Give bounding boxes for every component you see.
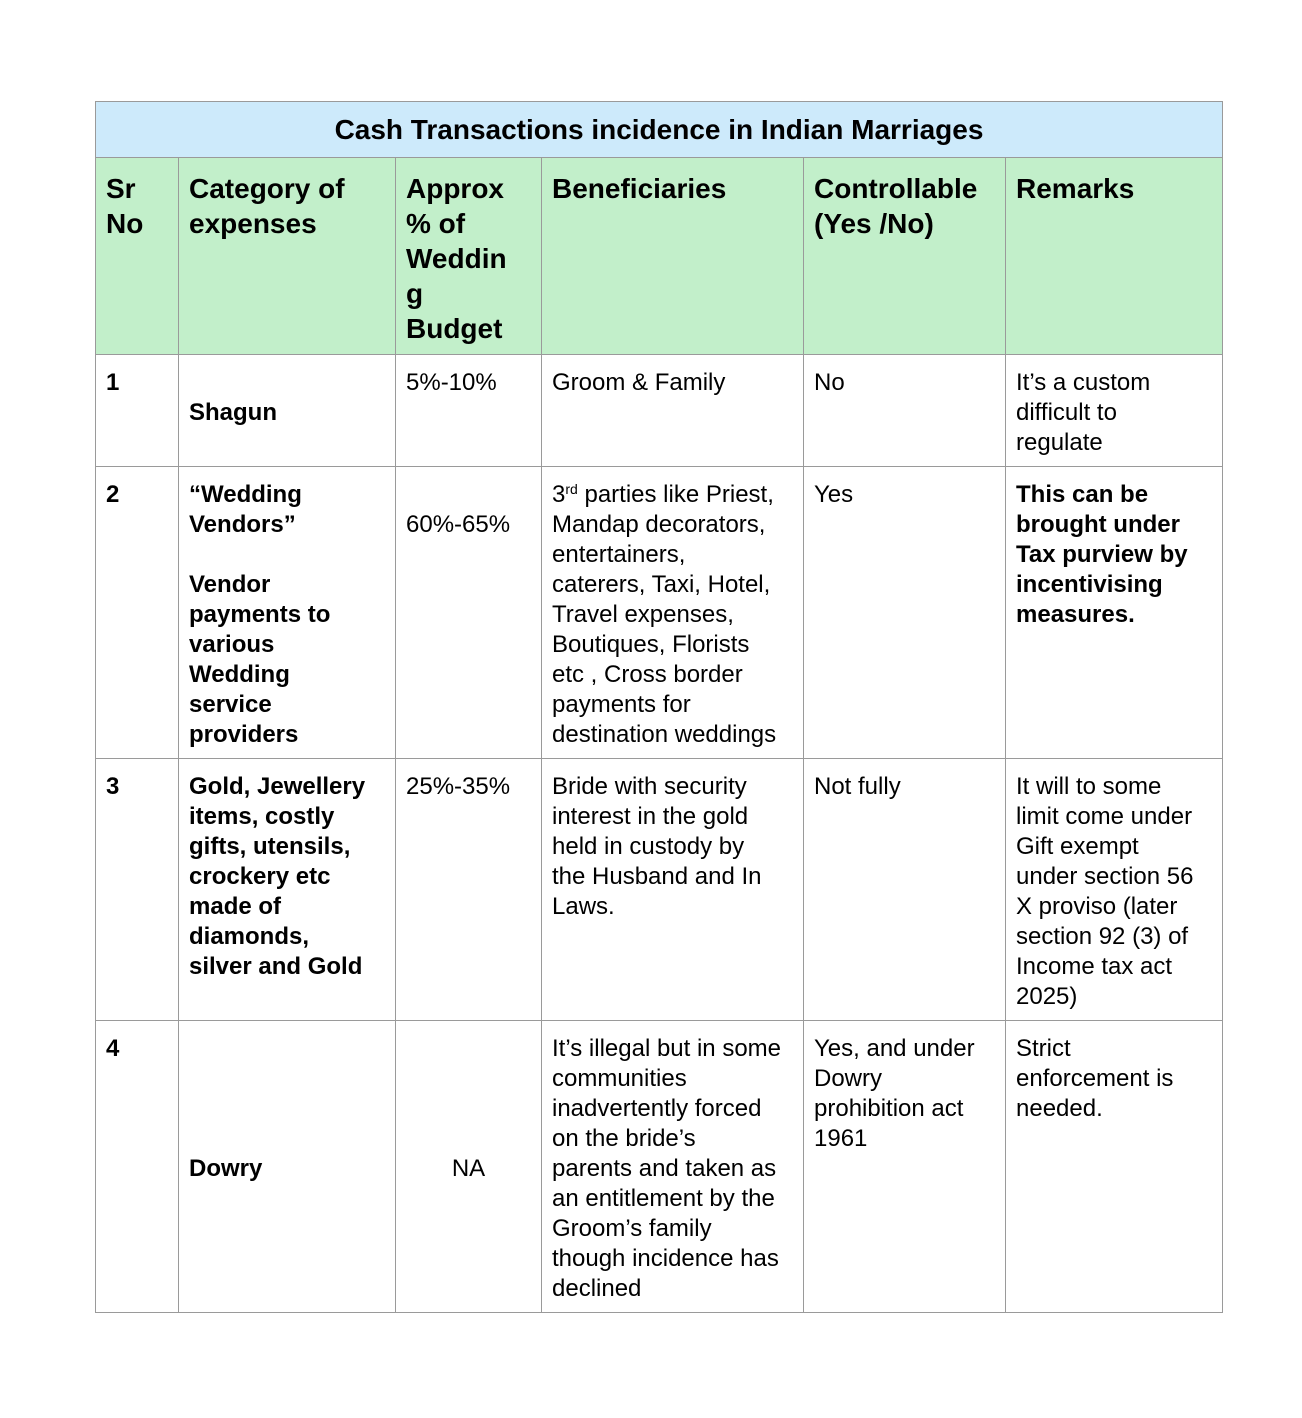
spacer (406, 1034, 531, 1064)
remarks-line: This can be (1016, 481, 1149, 508)
category-line: various (189, 631, 275, 658)
header-approx-line: g (406, 278, 424, 309)
header-controllable (804, 158, 1006, 355)
cell-sr (96, 1021, 179, 1313)
remarks-line: It will to some (1016, 773, 1162, 800)
cell-controllable (804, 467, 1006, 759)
remarks-line: regulate (1016, 429, 1103, 456)
cell-sr (96, 759, 179, 1021)
beneficiaries-line: Laws. (552, 893, 615, 920)
remarks-line: It’s a custom (1016, 369, 1151, 396)
header-approx-line: Weddin (406, 243, 507, 274)
cell-approx (396, 355, 542, 467)
cell-controllable (804, 759, 1006, 1021)
controllable-line: Dowry (814, 1065, 883, 1092)
header-controllable-line: Controllable (814, 173, 978, 204)
spacer (406, 480, 531, 510)
header-row (96, 158, 1223, 355)
remarks-line: section 92 (3) of (1016, 923, 1189, 950)
header-category-line: Category of (189, 173, 345, 204)
title-row (96, 102, 1223, 158)
cell-controllable (804, 355, 1006, 467)
header-approx-line: Budget (406, 313, 503, 344)
spacer (189, 1094, 385, 1124)
beneficiaries-line: held in custody by (552, 833, 745, 860)
beneficiaries-line: Bride with security (552, 773, 747, 800)
cell-remarks (1006, 467, 1223, 759)
header-controllable-line: (Yes /No) (814, 208, 934, 239)
category-line: service (189, 691, 272, 718)
category-line: gifts, utensils, (189, 833, 351, 860)
cell-beneficiaries (542, 759, 804, 1021)
spacer (406, 1064, 531, 1094)
beneficiaries-line: Boutiques, Florists (552, 631, 750, 658)
spacer (189, 1064, 385, 1094)
ordinal-suffix: rd (565, 481, 578, 497)
beneficiaries-line: the Husband and In (552, 863, 762, 890)
category-line: crockery etc (189, 863, 331, 890)
cell-approx (396, 1021, 542, 1313)
remarks-line: Strict (1016, 1035, 1071, 1062)
remarks-line: limit come under (1016, 803, 1193, 830)
header-sr-line: Sr (106, 173, 136, 204)
beneficiaries-line: Groom’s family (552, 1215, 712, 1242)
controllable-value: No (814, 369, 845, 396)
category-line: providers (189, 721, 299, 748)
beneficiaries-line (552, 480, 793, 510)
spacer (189, 1034, 385, 1064)
remarks-line: Tax purview by (1016, 541, 1188, 568)
header-remarks (1006, 158, 1223, 355)
approx-value: 60%-65% (406, 511, 511, 538)
beneficiaries-line: on the bride’s (552, 1125, 696, 1152)
category-line: Shagun (189, 399, 277, 426)
cell-remarks (1006, 1021, 1223, 1313)
beneficiaries-line: an entitlement by the (552, 1185, 775, 1212)
remarks-line: needed. (1016, 1095, 1103, 1122)
controllable-line: prohibition act (814, 1095, 964, 1122)
category-line: silver and Gold (189, 953, 363, 980)
remarks-line: brought under (1016, 511, 1180, 538)
sr-value: 1 (106, 369, 120, 396)
sr-value: 2 (106, 481, 120, 508)
remarks-line: X proviso (later (1016, 893, 1178, 920)
table-row (96, 355, 1223, 467)
spacer (406, 1124, 531, 1154)
category-line: payments to (189, 601, 331, 628)
beneficiaries-value: Groom & Family (552, 369, 726, 396)
controllable-line: 1961 (814, 1125, 868, 1152)
header-approx-line: Approx (406, 173, 504, 204)
header-beneficiaries-label: Beneficiaries (552, 173, 727, 204)
beneficiaries-line: declined (552, 1275, 642, 1302)
controllable-line: Yes, and under (814, 1035, 975, 1062)
cell-remarks (1006, 355, 1223, 467)
spacer (189, 368, 385, 398)
category-line: “Wedding (189, 481, 302, 508)
cash-transactions-table (95, 101, 1223, 1313)
controllable-value: Not fully (814, 773, 901, 800)
table-title: Cash Transactions incidence in Indian Marriages (96, 102, 1223, 158)
sr-value: 4 (106, 1035, 120, 1062)
beneficiaries-line: payments for (552, 691, 691, 718)
category-line: Dowry (189, 1155, 263, 1182)
header-remarks-label: Remarks (1016, 173, 1135, 204)
cell-approx (396, 759, 542, 1021)
remarks-line: Gift exempt (1016, 833, 1139, 860)
cell-sr (96, 355, 179, 467)
beneficiaries-line: caterers, Taxi, Hotel, (552, 571, 771, 598)
category-line: items, costly (189, 803, 335, 830)
category-line: diamonds, (189, 923, 310, 950)
beneficiaries-line: Travel expenses, (552, 601, 734, 628)
category-line: Gold, Jewellery (189, 773, 366, 800)
beneficiaries-line: destination weddings (552, 721, 777, 748)
controllable-value: Yes (814, 481, 854, 508)
remarks-line: measures. (1016, 601, 1135, 628)
header-sr-line: No (106, 208, 144, 239)
ordinal-number: 3 (552, 481, 566, 508)
cell-beneficiaries (542, 1021, 804, 1313)
beneficiaries-line: entertainers, (552, 541, 686, 568)
approx-value: NA (451, 1155, 486, 1182)
header-approx-budget (396, 158, 542, 355)
approx-value: 5%-10% (406, 369, 497, 396)
remarks-line: Income tax act (1016, 953, 1173, 980)
cell-controllable (804, 1021, 1006, 1313)
cell-remarks (1006, 759, 1223, 1021)
cell-beneficiaries (542, 355, 804, 467)
remarks-line: enforcement is (1016, 1065, 1174, 1092)
beneficiaries-line: Mandap decorators, (552, 511, 766, 538)
beneficiaries-line: It’s illegal but in some (552, 1035, 782, 1062)
header-category-line: expenses (189, 208, 317, 239)
spacer (406, 1094, 531, 1124)
cell-category (179, 467, 396, 759)
header-approx-line: % of (406, 208, 466, 239)
cell-category (179, 1021, 396, 1313)
category-line: made of (189, 893, 282, 920)
remarks-line: under section 56 (1016, 863, 1194, 890)
beneficiaries-line: parents and taken as (552, 1155, 777, 1182)
remarks-line: difficult to (1016, 399, 1117, 426)
beneficiaries-line: communities (552, 1065, 687, 1092)
sr-value: 3 (106, 773, 120, 800)
beneficiaries-line: etc , Cross border (552, 661, 743, 688)
beneficiaries-line: though incidence has (552, 1245, 779, 1272)
remarks-line: 2025) (1016, 983, 1078, 1010)
header-sr-no (96, 158, 179, 355)
table-row (96, 1021, 1223, 1313)
table-row (96, 467, 1223, 759)
table-row (96, 759, 1223, 1021)
spacer (189, 540, 385, 570)
cell-beneficiaries (542, 467, 804, 759)
header-beneficiaries (542, 158, 804, 355)
category-line: Vendors” (189, 511, 296, 538)
beneficiaries-text: parties like Priest, (577, 481, 774, 508)
cell-sr (96, 467, 179, 759)
category-line: Wedding (189, 661, 290, 688)
cell-category (179, 759, 396, 1021)
remarks-line: incentivising (1016, 571, 1163, 598)
cell-category (179, 355, 396, 467)
header-category (179, 158, 396, 355)
beneficiaries-line: inadvertently forced (552, 1095, 762, 1122)
category-line: Vendor (189, 571, 271, 598)
cell-approx (396, 467, 542, 759)
approx-value: 25%-35% (406, 773, 511, 800)
beneficiaries-line: interest in the gold (552, 803, 749, 830)
spacer (189, 1124, 385, 1154)
